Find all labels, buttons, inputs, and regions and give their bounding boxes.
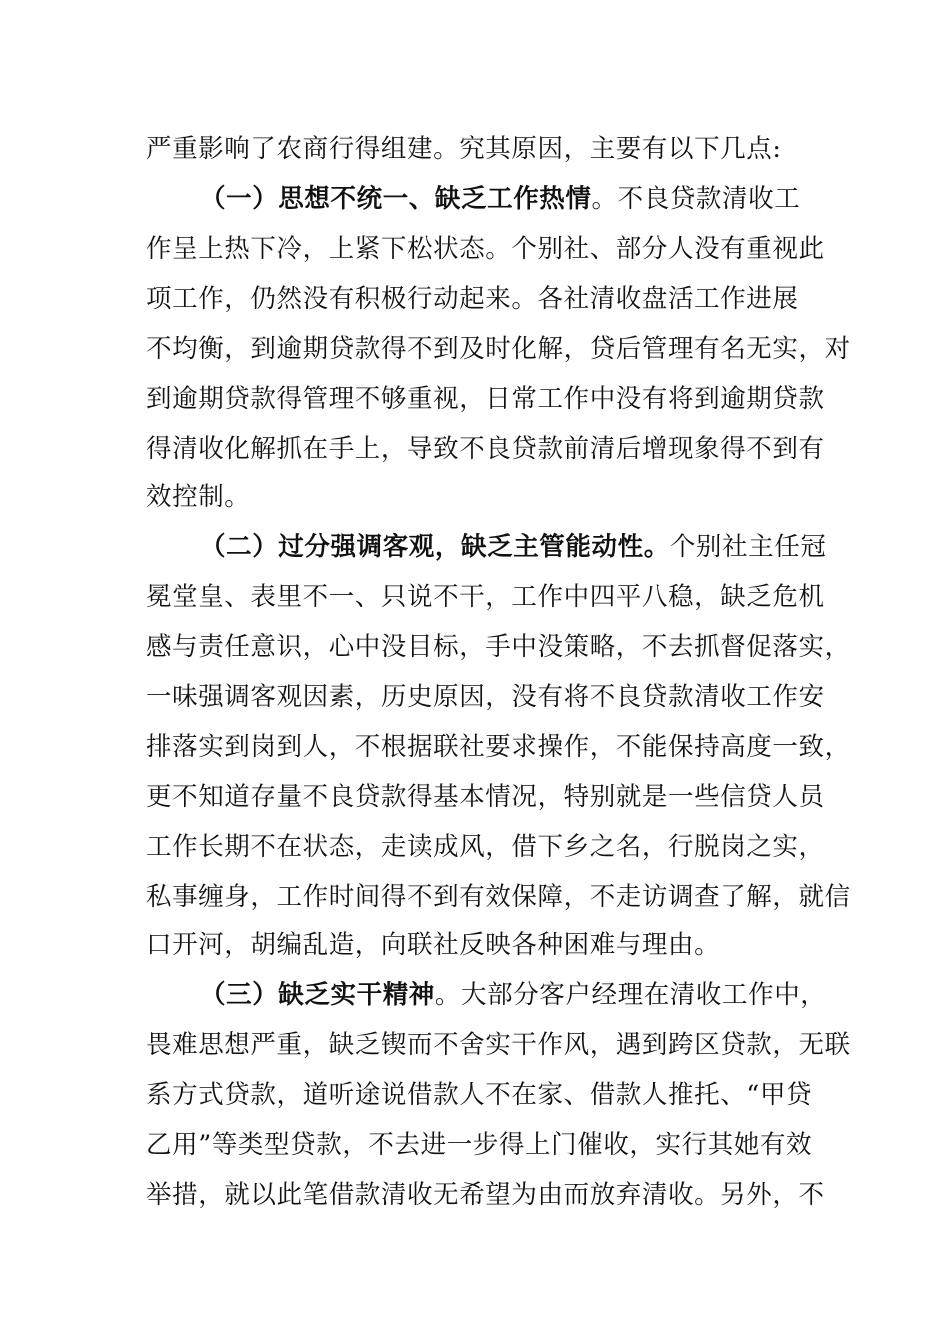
text-line-20: 系方式贷款，道听途说借款人不在家、借款人推托、“甲贷	[146, 1080, 813, 1110]
text-line-4: 项工作，仍然没有积极行动起来。各社清收盘活工作进展	[146, 284, 799, 314]
text-line-12: 一味强调客观因素，历史原因，没有将不良贷款清收工作安	[146, 682, 825, 712]
text-line-7: 得清收化解抓在手上，导致不良贷款前清后增现象得不到有	[146, 434, 825, 464]
text-line-3: 作呈上热下冷，上紧下松状态。个别社、部分人没有重视此	[146, 234, 825, 264]
text-line-11: 感与责任意识，心中没目标，手中没策略，不去抓督促落实，	[146, 632, 851, 662]
text-line-13: 排落实到岗到人，不根据联社要求操作，不能保持高度一致，	[146, 732, 851, 762]
section-heading-1-line	[200, 174, 815, 224]
text-line-15: 工作长期不在状态，走读成风，借下乡之名，行脱岗之实，	[146, 832, 825, 862]
text-line-8: 效控制。	[146, 482, 251, 512]
section-heading-1-rest: 。不良贷款清收工	[591, 184, 801, 214]
text-line-5: 不均衡，到逾期贷款得不到及时化解，贷后管理有名无实，对	[146, 334, 851, 364]
section-heading-3-rest: 。大部分客户经理在清收工作中，	[434, 980, 827, 1010]
text-line-14: 更不知道存量不良贷款得基本情况，特别就是一些信贷人员	[146, 782, 825, 812]
text-line-6: 到逾期贷款得管理不够重视，日常工作中没有将到逾期贷款	[146, 384, 825, 414]
text-line-1: 严重影响了农商行得组建。究其原因，主要有以下几点:	[146, 134, 782, 164]
text-line-16: 私事缠身，工作时间得不到有效保障，不走访调查了解，就信	[146, 882, 851, 912]
section-heading-1: （一）思想不统一、缺乏工作热情	[200, 184, 592, 214]
text-line-17: 口开河，胡编乱造，向联社反映各种困难与理由。	[146, 930, 721, 960]
text-line-19: 畏难思想严重，缺乏锲而不舍实干作风，遇到跨区贷款，无联	[146, 1030, 851, 1060]
section-heading-2-rest: 个别社主任冠	[669, 532, 827, 562]
text-line-21: 乙用”等类型贷款，不去进一步得上门催收，实行其她有效	[146, 1130, 813, 1160]
section-heading-3-line	[200, 970, 827, 1020]
text-line-22: 举措，就以此笔借款清收无希望为由而放弃清收。另外，不	[146, 1180, 825, 1210]
section-heading-2-line	[200, 522, 827, 572]
text-line-10: 冕堂皇、表里不一、只说不干，工作中四平八稳，缺乏危机	[146, 582, 825, 612]
section-heading-3: （三）缺乏实干精神	[200, 980, 435, 1010]
section-heading-2: （二）过分强调客观，缺乏主管能动性。	[200, 532, 670, 562]
